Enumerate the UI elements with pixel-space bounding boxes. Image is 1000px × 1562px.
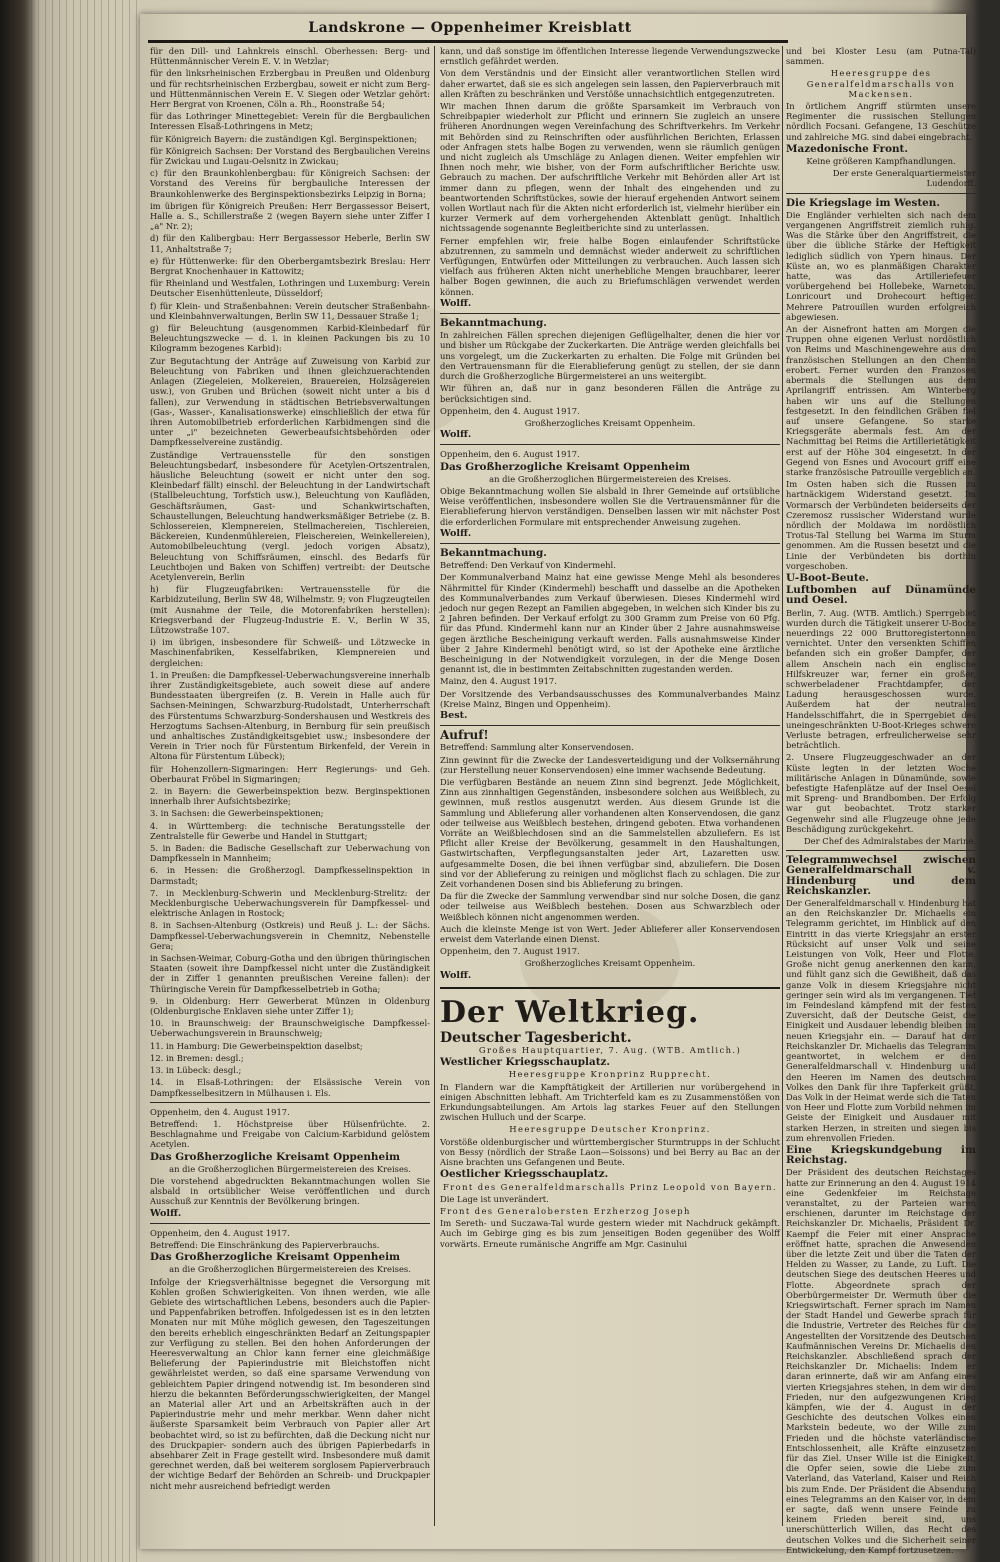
numbered-item: für Hohenzollern-Sigmaringen: Herr Regierungs- und Geh. Oberbaurat Fröbel in Sigmaringen; (150, 763, 430, 784)
list-item: Zur Begutachtung der Anträge auf Zuweisung von Karbid zur Beleuchtung von Fabriken und ihnen gleichzuerachtenden Anlagen (Ziegeleien, Molkereien, Brauereien, Holzsägereien usw.), von Gruben und Brüchen (soweit nicht unter a bis d fallen), zur Verwendung in städtischen Betriebsverwaltungen (Gas-, Wasser-, Kanalisationswerke) einschließlich der etwa für ihren Automobilbetrieb erforderlichen Karbidmengen sind die unter „i" bezeichneten Gewerbeaufsichtsbehörden oder Dampfkesselvereine zuständig. (150, 355, 430, 448)
notice-date: Mainz, den 4. August 1917. (440, 676, 557, 687)
list-item: für das Lothringer Minettegebiet: Verein für die Bergbaulichen Interessen Elsaß-Lothringens in Metz; (150, 111, 430, 132)
list-item: g) für Beleuchtung (ausgenommen Karbid-Kleinbedarf für Beleuchtungszwecke — d. i. in kleinen Packungen bis zu 10 Kilogramm bezogenes Karbid): (150, 323, 430, 354)
list-item: i) im übrigen, insbesondere für Schweiß- und Lötzwecke in Maschinenfabriken, Kesselfabriken, Klempnereien und dergleichen: (150, 637, 430, 668)
notice-addressee: an die Großherzoglichen Bürgermeistereien des Kreises. (489, 473, 731, 484)
section-subtitle: Deutscher Tagesbericht. (440, 1029, 632, 1046)
paragraph: Der Kommunalverband Mainz hat eine gewisse Menge Mehl als besonderes Nährmittel für Kinder (Kindermehl) beschafft und dasselbe an die Apotheken des Kommunalverbandes zum Verkauf überwiesen. Dieses Kindermehl wird jedoch nur gegen Rezept an Familien abgegeben, in welchen sich Kinder bis zu 2 Jahren befinden. Der Verkauf erfolgt zu 300 Gramm zum Preise von 60 Pfg. für das Pfund. Kindermehl kann nur an Kinder über 2 Jahre ausnahmsweise gegen ärztliche Bescheinigung verkauft werden. Falls ausnahmsweise Kinder über 2 Jahre Kindermehl benötigt wird, so ist der Apotheke eine ärztliche Bescheinigung in der Notwendigkeit vorzulegen, in der die Menge Dosen genannt ist, die in bestimmten Zeitabschnitten zugestanden werden. (440, 572, 780, 675)
column-divider (434, 46, 435, 1526)
notice-issuer: Der Vorsitzende des Verbandsausschusses des Kommunalverbandes Mainz (Kreise Mainz, Bingen und Oppenheim). (440, 688, 780, 709)
paragraph: Ferner empfehlen wir, freie halbe Bogen einlaufender Schriftstücke abzutrennen, zu sammeln und demnächst wieder anderweit zu schriftlichen Verfügungen, Entwürfen oder Mitteilungen zu verbrauchen. Auch lassen sich vielfach aus früheren Akten nicht unerhebliche Mengen brauchbarer, leerer halber Bogen gewinnen, die auch zu Briefumschlägen verwendet werden können. (440, 235, 780, 297)
continued-text: kann, und daß sonstige im öffentlichen Interesse liegende Verwendungszwecke ernstlich gefährdet werden. (440, 46, 780, 67)
column-1 (150, 46, 430, 1536)
separator (440, 444, 780, 445)
notice-signature: Wolff. (440, 297, 472, 309)
numbered-item: 7. in Mecklenburg-Schwerin und Mecklenburg-Strelitz: der Mecklenburgische Ueberwachungsverein für Dampfkessel- und elektrische Anlagen in Rostock; (150, 887, 430, 919)
numbered-authority-list (150, 670, 430, 1098)
notice-signature: Wolff. (440, 527, 472, 539)
article-heading: Eine Kriegskundgebung im Reichstag. (786, 1143, 976, 1167)
list-item: für Königreich Bayern: die zuständigen Kgl. Berginspektionen; (150, 133, 418, 144)
army-group: Heeresgruppe des Generalfeldmarschalls von Mackensen. (806, 68, 956, 99)
numbered-item: 6. in Hessen: die Großherzogl. Dampfkesselinspektion in Darmstadt; (150, 865, 430, 886)
front-heading: Oestlicher Kriegsschauplatz. (440, 1168, 609, 1181)
list-item: e) für Hüttenwerke: für den Oberbergamtsbezirk Breslau: Herr Bergrat Knochenhauer in Kattowitz; (150, 255, 430, 277)
numbered-item: 5. in Baden: die Badische Gesellschaft zur Ueberwachung von Dampfkesseln in Mannheim; (150, 843, 430, 864)
article-text: Die Engländer verhielten sich nach dem vergangenen Angriffstreit ziemlich ruhig. Was die Stärke über den Angriffstreit, die über die übliche Stärke der Heftigkeit lediglich südlich von Ypern hinaus. Der Küste an, wo es planmäßigen Charakter hatte, was das Artilleriefeuer vorübergehend bei Hollebeke, Warneton, Lonricourt und Drohecourt heftiger. Mehrere Patrouillen wurden erfolgreich abgewiesen. (786, 209, 976, 322)
notice-signature: Wolff. (150, 1207, 182, 1219)
column-3 (786, 46, 976, 1555)
article-heading: U-Boot-Beute. (786, 571, 869, 584)
list-item: d) für den Kalibergbau: Herr Bergassessor Heberle, Berlin SW 11, Anhaltstraße 7; (150, 233, 430, 254)
separator (786, 850, 976, 851)
report-signature: Der erste Generalquartiermeister Ludendorff. (832, 168, 976, 189)
notice-subject: Betreffend: Die Einschränkung des Papierverbrauchs. (150, 1239, 380, 1250)
article-text: Der Generalfeldmarschall v. Hindenburg hat an den Reichskanzler Dr. Michaelis ein Telegramm gerichtet, im Hinblick auf den Eintritt in das vierte Kriegsjahr an erster Rücksicht auf unser Volk und seine Leistungen von Volk, Heer und Flotte. Große nicht genug anerkennen den kann, und fühlt ganz sich die Gewißheit, daß das ganze Volk in diesem Kriegsjahre nicht geringer sein wird als im vergangenen. Tief im Feindesland kämpfend mit der festen Zuversicht, daß der Deutsche Geist, die Einigkeit und Ausdauer lebendig bleiben im neuen Kriegsjahr ein. — Darauf hat der Reichskanzler Dr. Michaelis das Telegramm geantwortet, in welchem er den Generalfeldmarschall v. Hindenburg und den Heeren im Namen des deutschen Volkes den Dank für ihre Tapferkeit grüßt. Das Volk in der Heimat werde sich die Taten von Heer und Flotte zum Vorbild nehmen im Geiste der Einigkeit und Ausdauer mit starken Herzen, in streiten und siegen bis zum ehrenvollen Frieden. (786, 898, 976, 1143)
notice-heading: Bekanntmachung. (440, 317, 547, 330)
list-item: h) für Flugzeugfabriken: Vertrauensstelle für die Karbidzuteilung, Berlin SW 48, Wilhelmstr. 9; von Flugzeugteilen (mit Ausnahme der Teile, die Motorenfabriken herstellen): Kriegsverband der Flugzeug-Industrie E. V., Berlin W 35, Lützowstraße 107. (150, 584, 430, 635)
army-group: Front des Generalobersten Erzherzog Joseph (440, 1205, 691, 1216)
separator (150, 1102, 430, 1103)
report-text: Im Sereth- und Suczawa-Tal wurde gestern wieder mit Nachdruck gekämpft. Auch im Gebirge ging es bis zum jenseitigen Boden gegenüber des Wolff vorwärts. Erneute rumänische Angriffe am Mgr. Casinului (440, 1218, 780, 1249)
paragraph: Auch die kleinste Menge ist von Wert. Jeder Ablieferer aller Konservendosen erweist dem Vaterlande einen Dienst. (440, 923, 780, 945)
numbered-item: 10. in Braunschweig: der Braunschweigische Dampfkessel-Ueberwachungsverein in Braunschweig; (150, 1018, 430, 1039)
numbered-item: 1. in Preußen: die Dampfkessel-Ueberwachungsvereine innerhalb ihrer Zuständigkeitsgebiete, auch soweit diese auf andere Bundesstaaten übergreifen (z. B. Verein in Halle auch für Sachsen-Meiningen, Schwarzburg-Rudolstadt, Unterherrschaft des Fürstentums Schwarzburg-Sondershausen und Westkreis des Herzogtums Sachsen-Altenburg, in Bernburg für sein preußisch und anhaltisches Zuständigkeitsgebiet usw.; insbesondere der Verein in Trier noch für Fürstentum Birkenfeld, der Verein in Altona für Fürstentum Lübeck); (150, 669, 430, 762)
list-item: für den Dill- und Lahnkreis einschl. Oberhessen: Berg- und Hüttenmännischer Verein E. V. in Wetzlar; (150, 46, 430, 67)
numbered-item: in Sachsen-Weimar, Coburg-Gotha und den übrigen thüringischen Staaten (soweit ihre Dampfkessel nicht unter die Zuständigkeit der in Ziffer 1 genannten preußischen Vereine fallen): der Thüringische Verein für Dampfkesselbetrieb in Gotha; (150, 953, 431, 994)
paragraph: Wir machen Ihnen darum die größte Sparsamkeit im Verbrauch von Schreibpapier wiederholt zur Pflicht und erinnern Sie zugleich an unsere früheren Anordnungen wegen Vereinfachung des Schriftverkehrs. Im Verkehr mit Behörden sind zu Reinschriften oder ausführlichen Berichten, Erlassen oder Anfragen stets halbe Bogen zu verwenden, wenn sie räumlich genügen und nicht zugleich als Umschläge zu Anlagen dienen. Weiter empfehlen wir Ihnen noch mehr, wie bisher, von der Form aufschriftlicher Berichte usw. Gebrauch zu machen. Der aufschriftliche Verkehr mit Behörden aller Art ist immer dann zu pflegen, wenn der Inhalt des eingehenden und zu beantwortenden Schriftstückes, sowie der hierauf ergehenden Antwort seinem vollen Wortlaut nach für die Akten nicht erforderlich ist, vielmehr hierüber ein kurzer Vermerk auf dem vorhergehenden Aktenblatt genügt. Inhaltlich nichtssagende sogenannte Begleitberichte sind zu unterlassen. (440, 101, 780, 234)
separator (440, 543, 780, 544)
paragraph: Obige Bekanntmachung wollen Sie alsbald in Ihrer Gemeinde auf ortsübliche Weise veröffentlichen, insbesondere wollen Sie die Vertrauensmänner für die Eierablieferung hiervon verständigen. Denselben lassen wir mit nächster Post die erforderlichen Formulare mit entsprechender Anweisung zugehen. (440, 485, 780, 527)
notice-issuer: Großherzogliches Kreisamt Oppenheim. (524, 417, 696, 428)
paragraph: Zinn gewinnt für die Zwecke der Landesverteidigung und der Volksernährung (zur Herstellung neuer Konservendosen) eine immer wachsende Bedeutung. (440, 754, 780, 775)
column-2 (440, 46, 780, 1536)
army-group: Heeresgruppe Deutscher Kronprinz. (509, 1124, 711, 1135)
notice-signature: Best. (440, 709, 468, 721)
list-item: c) für den Braunkohlenbergbau: für Königreich Sachsen: der Vorstand des Vereins für bergbauliche Interessen der Braunkohlenwerke des Berginspektionsbezirks Leipzig in Borna; (150, 168, 430, 199)
paragraph: Die verfügbaren Bestände an neuem Zinn sind begrenzt. Jede Möglichkeit, Zinn aus zinnhaltigen Gegenständen, insbesondere solchen aus Weißblech, zu gewinnen, muß restlos ausgenutzt werden. Aus diesem Grunde ist die Sammlung und Ablieferung aller vorhandenen alten Konservendosen, die ganz oder teilweise aus Weißblech bestehen, dringend geboten. Etwa vorhandenen Vorräte an Weißblechdosen sind an die Sammelstellen abzuliefern. Es ist Pflicht aller Kreise der Bevölkerung, gesammelt in den Haushaltungen, Gastwirtschaften, Verpflegungsanstalten jeder Art, Lazaretten usw. aufgesammelte Dosen, die bei ihnen verfügbar sind, abzuliefern. Die Dosen sind vor der Ablieferung zu reinigen und möglichst flach zu schlagen. Die zur Zeit vorhandenen Dosen sind bis Ablieferung zu bringen. (440, 777, 780, 890)
notice-date: Oppenheim, den 4. August 1917. (150, 1227, 290, 1238)
separator (786, 193, 976, 194)
masthead: Landskrone — Oppenheimer Kreisblatt (308, 20, 632, 36)
list-item: f) für Klein- und Straßenbahnen: Verein deutscher Straßenbahn- und Kleinbahnverwaltungen, Berlin SW 11, Dessauer Straße 1; (150, 300, 430, 321)
notice-subject: Betreffend: Den Verkauf von Kindermehl. (440, 560, 616, 571)
notice-text: Infolge der Kriegsverhältnisse begegnet die Versorgung mit Kohlen großen Schwierigkeiten. Von ihnen werden, wie alle Gebiete des wirtschaftlichen Lebens, besonders auch die Papier- und Pappenfabriken betroffen. Infolgedessen ist es in den letzten Monaten nur mit Mühe möglich gewesen, den Tageszeitungen den bereits erheblich eingeschränkten Bedarf an Zeitungspapier zur Verfügung zu stellen. Bei den hohen Anforderungen der Heeresverwaltung an Chlor kann ferner eine gleichmäßige Belieferung der Papierindustrie mit Bleichstoffen nicht gewährleistet werden, so daß eine sparsame Verwendung von gebleichtem Papier dringend notwendig ist. Im besonderen sind hierzu die bekannten Beförderungsschwierigkeiten, der Mangel an Material aller Art und an Arbeitskräften auch in der Papierindustrie mehr und mehr merkbar. Wenn daher nicht äußerste Sparsamkeit beim Verbrauch von Papier aller Art beobachtet wird, so ist zu befürchten, daß die Deckung nicht nur des Druckpapier- sondern auch des übrigen Papierbedarfs in absehbarer Zeit in Frage gestellt wird. Insbesondere muß damit gerechnet werden, daß bei weiterem sorglosem Papierverbrauch der wichtige Bedarf der Behörden an Schreib- und Druckpapier nicht mehr ausreichend befriedigt werden (150, 1276, 430, 1491)
separator (440, 313, 780, 314)
notice-signature: Wolff. (440, 429, 472, 441)
list-item: für Königreich Sachsen: Der Vorstand des Bergbaulichen Vereins für Zwickau und Lugau-Oelsnitz in Zwickau; (150, 145, 430, 167)
notice-date: Oppenheim, den 4. August 1917. (150, 1106, 290, 1117)
army-group: Front des Generalfeldmarschalls Prinz Leopold von Bayern. (443, 1181, 777, 1192)
paragraph: Von dem Verständnis und der Einsicht aller verantwortlichen Stellen wird daher erwartet, daß sie es sich angelegen sein lassen, den Papierverbrauch mit allen Kräften zu beschränken und Verstöße unnachsichtlich entgegenzutreten. (440, 68, 780, 99)
notice-date: Oppenheim, den 4. August 1917. (440, 405, 580, 416)
notice-signature: Wolff. (440, 969, 472, 981)
article-heading: Telegrammwechsel zwischen Generalfeldmarschall v. Hindenburg und dem Reichskanzler. (786, 854, 976, 897)
list-item: für den linksrheinischen Erzbergbau in Preußen und Oldenburg und für rechtsrheinischen Erzbergbau, soweit er nicht zum Berg- und Hüttenmännischen Verein E. V. Siegen oder Wetzlar gehört: Herr Bergrat von Kroenen, Cöln a. Rh., Roonstraße 54; (150, 68, 430, 110)
notice-heading: Aufruf! (440, 728, 489, 743)
notice-text: Die vorstehend abgedruckten Bekanntmachungen wollen Sie alsbald in ortsüblicher Weise veröffentlichen und durch Ausschuß zur Kenntnis der Bevölkerung bringen. (150, 1175, 430, 1207)
separator (150, 1223, 430, 1224)
article-text: Der Präsident des deutschen Reichstages hatte zur Erinnerung an den 4. August 1914 eine Gedenkfeier im Reichstage veranstaltet, zu der Parteien waren erschienen, darunter im Reichstage der Reichskanzler Dr. Michaelis, Präsident Dr. Kaempf die Feier mit einer Ansprache eröffnet hatte, sprachen die Anwesenden über die letzte Zeit und über die Taten der Helden zu Wasser, zu Lande, zu Luft. Die deutschen Siege des deutschen Heeres und Flotte. Abgeordnete sprach der Oberbürgermeister Dr. Wermuth über die Kriegswirtschaft. Ferner sprach im Namen der Stadt Handel und Gewerbe sprach für die Industrie, Vertreter des Reiches für die Angestellten der Vorsitzende des Deutschen Kaufmännischen Vereins Dr. Michaelis den Reichskanzler. Abschließend sprach der Reichskanzler Dr. Michaelis: Indem er daran erinnerte, daß wir am Anfang eines vierten Kriegsjahres stehen, in dem wir den Frieden, nur den aufgezwungenen Krieg kämpfen, wie der 4. August in der Geschichte des deutschen Volkes einen Markstein bedeute, wo der Wille zum Frieden und die höchste vaterländische Entschlossenheit, alle Kräfte einzusetzen für das Ziel. Unser Wille ist die Einigkeit, die Opfer seien, sowie die Liebe zum Vaterland, das Vaterland, Kaiser und Reich bis zum Ende. Der Präsident die Absendung eines Telegramms an den Kaiser vor, in dem er sagte, daß wenn unsere Feinde zu keinem Frieden bereit sind, uns unerschütterlich Willen, das Recht des deutschen Volkes und die Sicherheit seiner Entwickelung, den Kampf fortzusetzen. (786, 1167, 976, 1555)
numbered-item: 2. in Bayern: die Gewerbeinspektion bezw. Berginspektionen innerhalb ihrer Aufsichtsbezirke; (150, 786, 430, 807)
numbered-item: 13. in Lübeck: desgl.; (150, 1065, 242, 1076)
numbered-item: 4. in Württemberg: die technische Beratungsstelle der Zentralstelle für Gewerbe und Handel in Stuttgart; (150, 820, 430, 841)
notice-heading: Das Großherzogliche Kreisamt Oppenheim (440, 460, 691, 473)
masthead-rule (148, 40, 788, 43)
report-text: In Flandern war die Kampftätigkeit der Artillerien nur vorübergehend in einigen Abschnitten lebhaft. Am Trichterfeld kam es zu Zusammenstößen von Erkundungsabteilungen. Am Artois lag starkes Feuer auf den Stellungen zwischen Hulluch und der Scarpe. (440, 1081, 780, 1123)
notice-subject: Betreffend: Sammlung alter Konservendosen. (440, 742, 634, 753)
article-heading: Luftbomben auf Dünamünde und Oesel. (786, 584, 976, 607)
army-group: Heeresgruppe Kronprinz Rupprecht. (508, 1069, 712, 1080)
report-text: Keine größeren Kampfhandlungen. (806, 156, 956, 167)
notice-addressee: an die Großherzoglichen Bürgermeistereien des Kreises. (169, 1264, 411, 1275)
front-heading: Mazedonische Front. (786, 142, 908, 155)
front-heading: Westlicher Kriegsschauplatz. (440, 1056, 611, 1069)
dateline: Großes Hauptquartier, 7. Aug. (WTB. Amtlich.) (478, 1045, 742, 1056)
numbered-item: 11. in Hamburg: Die Gewerbeinspektion daselbst; (150, 1040, 363, 1051)
notice-heading: Das Großherzogliche Kreisamt Oppenheim (150, 1150, 401, 1163)
notice-issuer: Großherzogliches Kreisamt Oppenheim. (524, 958, 696, 969)
notice-subject: Betreffend: 1. Höchstpreise über Hülsenfrüchte. 2. Beschlagnahme und Freigabe von Calcium-Karbidund gelöstem Acetylen. (150, 1118, 430, 1150)
notice-heading: Das Großherzogliche Kreisamt Oppenheim (150, 1251, 401, 1264)
report-text: In örtlichem Angriff stürmten unsere Regimenter die russischen Stellungen nördlich Focsani. Gefangene, 13 Geschütze und zahlreiche MG. sind dabei eingebracht. (786, 101, 976, 142)
section-rule (440, 987, 780, 989)
continued-text: und bei Kloster Lesu (am Putna-Tal) sammen. (786, 46, 976, 67)
numbered-item: 9. in Oldenburg: Herr Gewerberat Münzen in Oldenburg (Oldenburgische Enklaven siehe unter Ziffer 1); (150, 995, 430, 1017)
article-text: 2. Unsere Flugzeuggeschwader an der Küste legten in der letzten Woche militärische Anlagen in Dünamünde, sowie befestigte Hafenplätze auf der Insel Oesel mit Spreng- und Brandbomben. Der Erfolg war gut beobachtet. Trotz starker Gegenwehr sind alle Flugzeuge ohne jede Beschädigung zurückgekehrt. (786, 752, 976, 834)
article-signature: Der Chef des Admiralstabes der Marine. (803, 836, 976, 847)
paragraph: Da für die Zwecke der Sammlung verwendbar sind nur solche Dosen, die ganz oder teilweise aus Weißblech bestehen. Dosen aus Schwarzblech oder Weißblech können nicht angenommen werden. (440, 891, 780, 922)
list-item: im übrigen für Königreich Preußen: Herr Bergassessor Beisert, Halle a. S., Schillerstraße 2 (wegen Bayern siehe unter Ziffer I „a" Nr. 2); (150, 200, 430, 232)
section-title: Der Weltkrieg. (440, 994, 700, 1030)
separator (440, 725, 780, 726)
list-item: für Rheinland und Westfalen, Lothringen und Luxemburg: Verein Deutscher Eisenhüttenleute, Düsseldorf; (150, 278, 430, 299)
list-item: Zuständige Vertrauensstelle für den sonstigen Beleuchtungsbedarf, insbesondere für Acetylen-Ortszentralen, häusliche Beleuchtung (soweit er nicht unter den sog. Kleinbedarf fällt) einschl. der Beleuchtung in der Landwirtschaft (Stallbeleuchtung, Torfstich usw.), Beleuchtung von Kaufläden, Geschäftsräumen, Gast- und Schankwirtschaften, Schaustellungen, Beleuchtung handwerksmäßiger Betriebe (z. B. Schlossereien, Klempnereien, Stellmachereien, Tischlereien, Bäckereien, Kundenmühlereien, Fleischereien, Weinkellereien), Automobilbeleuchtung (vergl. jedoch vorigen Absatz), Beleuchtung von Schiffsräumen, einschl. des Bedarfs für Leuchtbojen und Baken von Schiffen) vertreibt: der Deutsche Acetylenverein, Berlin (150, 449, 430, 582)
numbered-item: 8. in Sachsen-Altenburg (Ostkreis) und Reuß j. L.: der Sächs. Dampfkessel-Ueberwachungsverein in Chemnitz, Nebenstelle Gera; (150, 920, 430, 951)
notice-date: Oppenheim, den 7. August 1917. (440, 946, 580, 957)
article-text: An der Aisnefront hatten am Morgen die Truppen ohne eigenen Verlust nordöstlich von Reims und Maschinengewehre aus den französischen Stellungen an den Chemin erobert. Ferner wurden den Franzosen abermals die Stellungen aus dem Aprilangriff entrissen. Am Winterberg haben wir uns auf die Stellungen festgesetzt. In den feindlichen Gräben fiel auf unsere Gefangene. So starke Kriegsgeräte abermals fest. Am der Nachmittag bei Reims die Artillerietätigkeit erst auf der Höhe 304 eingesetzt. In der Gegend von Esnes und Avocourt griff eine starke französische Patrouille vergeblich an. (786, 324, 976, 477)
column-divider (782, 46, 783, 1526)
authority-list (150, 46, 430, 668)
notice-heading: Bekanntmachung. (440, 546, 547, 559)
report-text: Die Lage ist unverändert. (440, 1193, 549, 1204)
paragraph: Wir führen an, daß nur in ganz besonderen Fällen die Anträge zu berücksichtigen sind. (440, 383, 780, 404)
article-heading: Die Kriegslage im Westen. (786, 196, 940, 209)
numbered-item: 14. in Elsaß-Lothringen: der Elsässische Verein von Dampfkesselbesitzern in Mülhausen i. Els. (150, 1077, 430, 1098)
article-text: Im Osten haben sich die Russen zu hartnäckigem Widerstand gesetzt. Im Vormarsch der Verbündeten beiderseits der Czeremosz russischer Widerstand wurde nördlich der Moldawa im nordöstlich Trotus-Tal Stellung bei Warma im Sturm genommen. Am die Russen besetzt und die Linie der Verbündeten bis dorthin vorgeschoben. (786, 479, 976, 571)
article-text: Berlin, 7. Aug. (WTB. Amtlich.) Sperrgebiet wurden durch die Tätigkeit unserer U-Boote neuerdings 22 000 Bruttoregistertonnen vernichtet. Unter den versenkten Schiffen befanden sich ein großer Dampfer, der allem Anschein nach ein englische Hilfskreuzer war, ferner ein großer, schwerbeladener Frachtdampfer, der Ladung herausgeschossen wurde. Außerdem hat der neutralen Handelsschiffahrt, die in Sperrgebiet des uneingeschränkten U-Boot-Krieges schwere Verluste betragen, erfreulicherweise sehr beträchtlich. (786, 607, 976, 751)
numbered-item: 3. in Sachsen: die Gewerbeinspektionen; (150, 808, 324, 819)
report-text: Vorstöße oldenburgischer und württembergischer Sturmtrupps in der Schlucht von Bessy (nördlich der Straße Laon—Soissons) und bei Berry au Bac an der Aisne brachten uns Gefangenen und Beute. (440, 1136, 780, 1168)
notice-addressee: an die Großherzoglichen Bürgermeistereien des Kreises. (169, 1163, 411, 1174)
binding-shadow (0, 0, 36, 1562)
notice-date: Oppenheim, den 6. August 1917. (440, 449, 580, 460)
paragraph: In zahlreichen Fällen sprechen diejenigen Geflügelhalter, denen die hier vor und bisher um Rückgabe der Zuckerkarten. Die Anträge werden gleichfalls bei uns vorgelegt, um die Zuckerkarten zu erhalten. Die Folge mit Gründen bei den Vertrauensmann für die Eierablieferung genügt zu stellen, der sie dann durch die Großherzogliche Bürgermeisterei an uns weitergibt. (440, 330, 780, 382)
numbered-item: 12. in Bremen: desgl.; (150, 1052, 244, 1063)
